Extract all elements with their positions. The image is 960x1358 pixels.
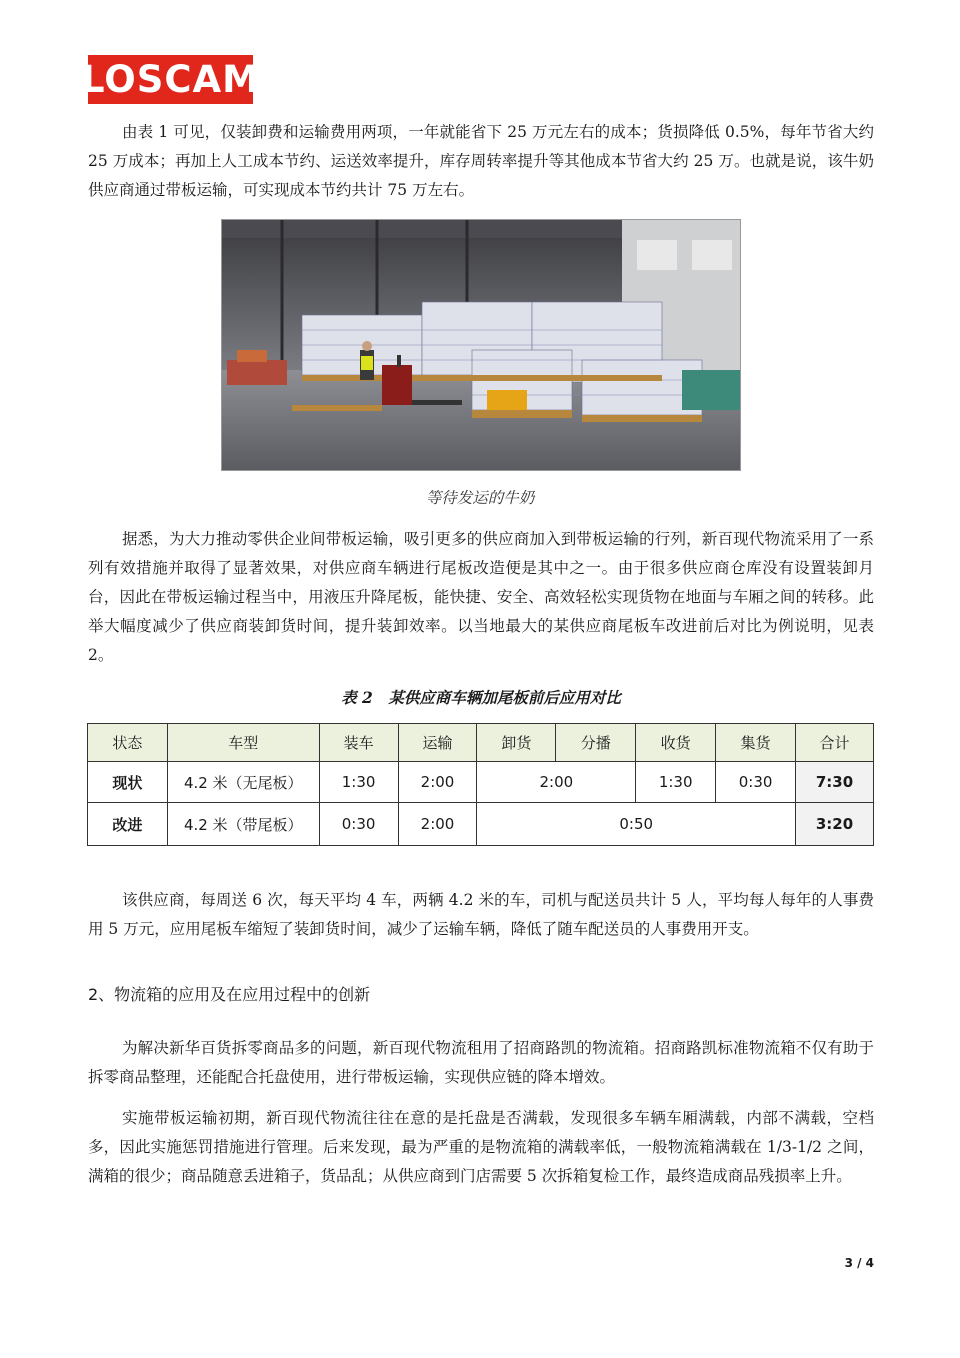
total-cell: 3:20 <box>796 803 874 846</box>
receive-cell: 1:30 <box>636 762 716 803</box>
loscam-logo <box>81 55 260 104</box>
load-cell: 1:30 <box>319 762 398 803</box>
header-cell: 装车 <box>319 724 398 762</box>
status-cell: 改进 <box>88 803 168 846</box>
transport-cell: 2:00 <box>398 762 477 803</box>
table-row <box>88 762 874 803</box>
section-heading: 2、物流箱的应用及在应用过程中的创新 <box>88 985 371 1004</box>
header-cell: 集货 <box>716 724 796 762</box>
table-header-row <box>88 724 874 762</box>
paragraph-logistics-box: 为解决新华百货拆零商品多的问题，新百现代物流租用了招商路凯的物流箱。招商路凯标准物流箱不仅有助于拆零商品整理，还能配合托盘使用，进行带板运输，实现供应链的降本增效。 <box>88 1039 874 1086</box>
unload-sort-cell: 2:00 <box>477 762 636 803</box>
logo-text: LOSCAM <box>81 58 260 101</box>
warehouse-photo <box>221 219 741 471</box>
header-cell: 收货 <box>636 724 716 762</box>
merged-cell: 0:50 <box>477 803 796 846</box>
paragraph-initial-stage: 实施带板运输初期，新百现代物流往往在意的是托盘是否满载，发现很多车辆车厢满载，内部不满载，空档多，因此实施惩罚措施进行管理。后来发现，最为严重的是物流箱的满载率低，一般物流箱满载在 1/3-1/2 之间，满箱的很少；商品随意丢进箱子，货品乱；从供应商到门店需要 5 次拆箱复检工作，最终造成商品残损率上升。 <box>88 1109 874 1185</box>
table-row <box>88 803 874 846</box>
header-cell: 卸货 <box>477 724 556 762</box>
status-cell: 现状 <box>88 762 168 803</box>
paragraph-cost-savings: 由表 1 可见，仅装卸费和运输费用两项，一年就能省下 25 万元左右的成本；货损降低 0.5%，每年节省大约 25 万成本；再加上人工成本节约、运送效率提升，库存周转率提升等其他成本节省大约 25 万。也就是说，该牛奶供应商通过带板运输，可实现成本节约共计 75 万左右。 <box>88 123 874 199</box>
model-cell: 4.2 米（无尾板） <box>167 762 319 803</box>
header-cell: 合计 <box>796 724 874 762</box>
photo-caption: 等待发运的牛奶 <box>425 489 535 507</box>
model-cell: 4.2 米（带尾板） <box>167 803 319 846</box>
header-cell: 分播 <box>556 724 636 762</box>
comparison-table <box>87 723 874 846</box>
load-cell: 0:30 <box>319 803 398 846</box>
header-cell: 状态 <box>88 724 168 762</box>
transport-cell: 2:00 <box>398 803 477 846</box>
paragraph-tailboard: 据悉，为大力推动零供企业间带板运输，吸引更多的供应商加入到带板运输的行列，新百现代物流采用了一系列有效措施并取得了显著效果，对供应商车辆进行尾板改造便是其中之一。由于很多供应商仓库没有设置装卸月台，因此在带板运输过程当中，用液压升降尾板，能快捷、安全、高效轻松实现货物在地面与车厢之间的转移。此举大幅度减少了供应商装卸货时间，提升装卸效率。以当地最大的某供应商尾板车改进前后对比为例说明，见表 2。 <box>88 530 874 664</box>
collect-cell: 0:30 <box>716 762 796 803</box>
total-cell: 7:30 <box>796 762 874 803</box>
header-cell: 车型 <box>167 724 319 762</box>
table-caption: 表 2 某供应商车辆加尾板前后应用对比 <box>341 688 621 707</box>
header-cell: 运输 <box>398 724 477 762</box>
paragraph-supplier: 该供应商，每周送 6 次，每天平均 4 车，两辆 4.2 米的车，司机与配送员共计 5 人，平均每人每年的人事费用 5 万元，应用尾板车缩短了装卸货时间，减少了运输车辆，降低了随车配送员的人事费用开支。 <box>88 891 874 938</box>
page-number: 3 / 4 <box>844 1256 874 1270</box>
